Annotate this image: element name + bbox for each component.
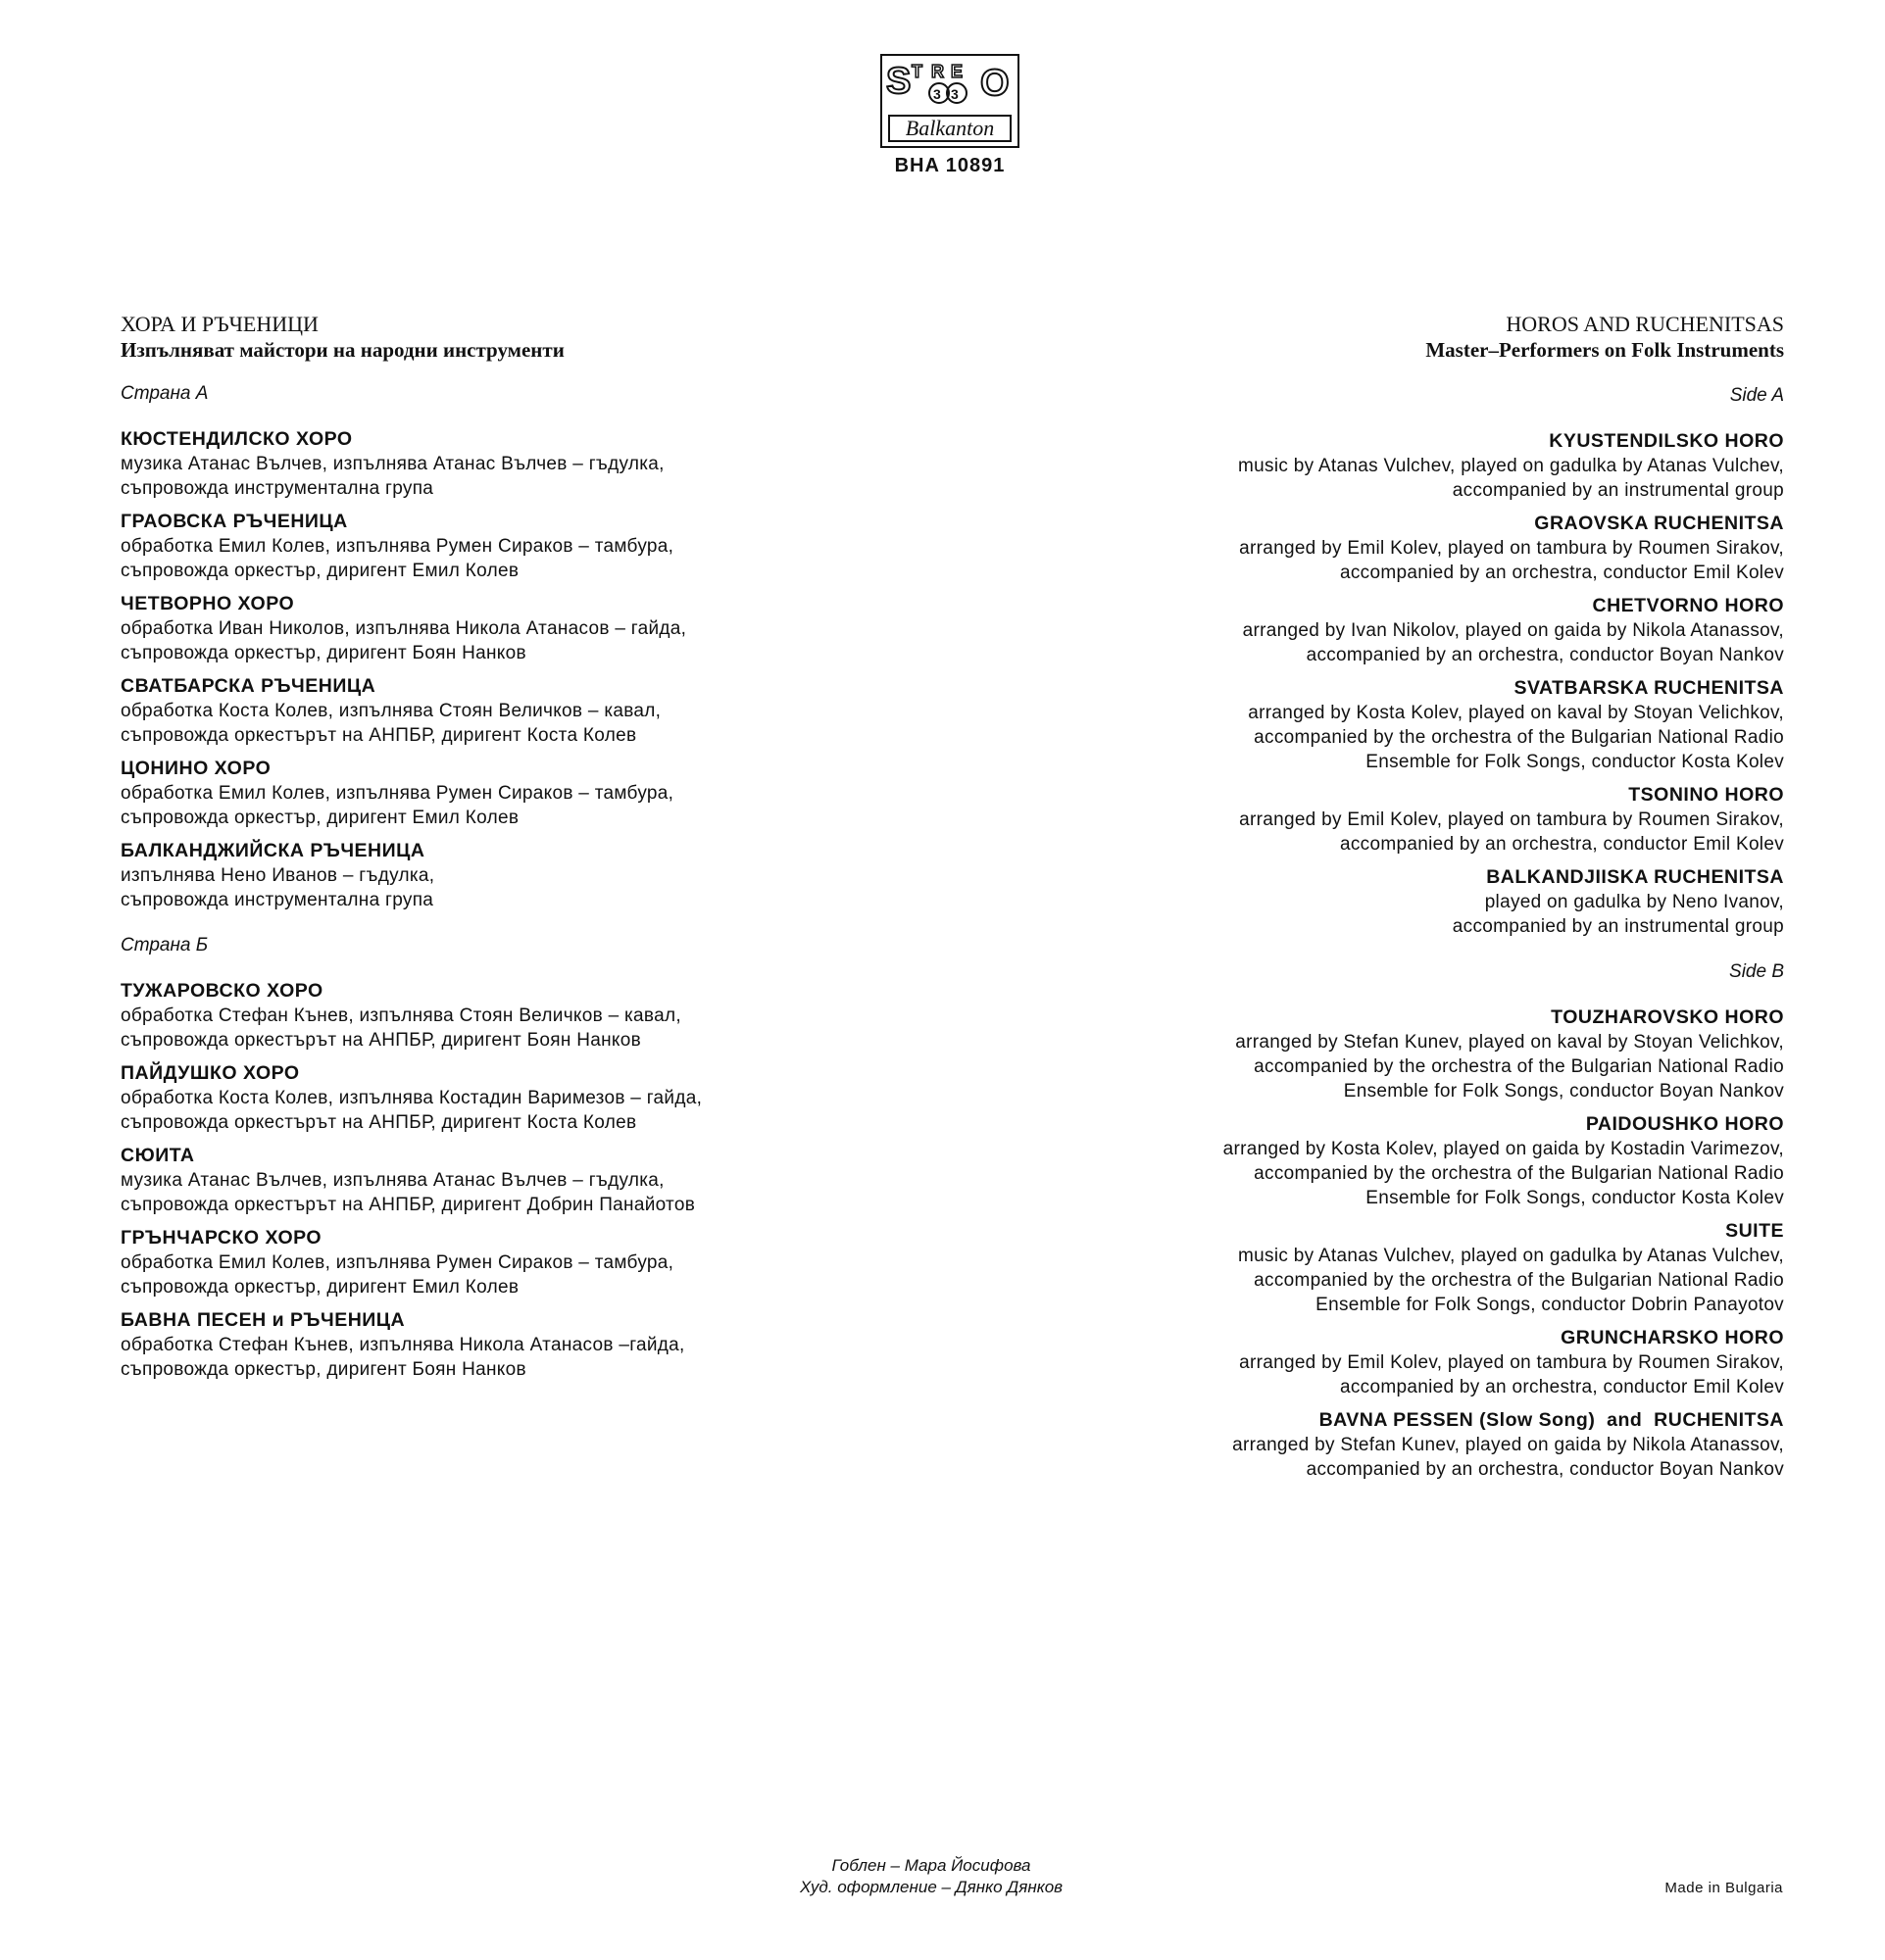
track-description: обработка Стефан Кънев, изпълнява Стоян Величков – кавал, съпровожда оркестърът на АНПБР, диригент Боян Нанков — [121, 1005, 681, 1051]
track-item — [1068, 512, 1784, 585]
track-title: БАВНА ПЕСЕН и РЪЧЕНИЦА — [121, 1309, 406, 1331]
track-item — [121, 592, 846, 665]
track-description: обработка Коста Колев, изпълнява Стоян Величков – кавал, съпровожда оркестърът на АНПБР, диригент Коста Колев — [121, 701, 662, 746]
track-title: TOUZHAROVSKO HORO — [1551, 1006, 1784, 1028]
track-item — [1068, 1408, 1784, 1482]
track-description: обработка Емил Колев, изпълнява Румен Сираков – тамбура, съпровожда оркестър, диригент Емил Колев — [121, 536, 674, 581]
stereo-mark — [882, 56, 1017, 111]
svg-text:3: 3 — [933, 86, 941, 102]
track-title: PAIDOUSHKO HORO — [1585, 1113, 1784, 1135]
track-description: played on gadulka by Neno Ivanov, accompanied by an instrumental group — [1452, 892, 1784, 937]
track-item — [121, 757, 846, 830]
track-description: music by Atanas Vulchev, played on gadulka by Atanas Vulchev, accompanied by the orchestra of the Bulgarian National Radio Ensemble for Folk Songs, conductor Dobrin Panayotov — [1238, 1246, 1784, 1315]
track-description: arranged by Stefan Kunev, played on kaval by Stoyan Velichkov, accompanied by the orchestra of the Bulgarian National Radio Ensemble for Folk Songs, conductor Boyan Nankov — [1235, 1032, 1784, 1102]
album-subtitle-bg: Изпълняват майстори на народни инструменти — [121, 338, 565, 362]
stereo-33-icon — [882, 56, 1017, 111]
track-title: ПАЙДУШКО ХОРО — [121, 1062, 300, 1084]
track-title: ЧЕТВОРНО ХОРО — [121, 593, 295, 614]
track-title: SVATBARSKA RUCHENITSA — [1513, 677, 1784, 699]
track-description: обработка Коста Колев, изпълнява Костадин Варимезов – гайда, съпровожда оркестърът на АНПБР, диригент Коста Колев — [121, 1088, 703, 1133]
track-item — [121, 510, 846, 583]
track-item — [121, 1061, 846, 1135]
track-description: обработка Иван Николов, изпълнява Никола Атанасов – гайда, съпровожда оркестър, диригент Боян Нанков — [121, 618, 687, 663]
side-a-tracklist-en — [1068, 429, 1784, 939]
svg-text:E: E — [951, 62, 964, 81]
track-item — [1068, 783, 1784, 857]
made-in-label: Made in Bulgaria — [1664, 1880, 1783, 1896]
track-description: обработка Емил Колев, изпълнява Румен Сираков – тамбура, съпровожда оркестър, диригент Емил Колев — [121, 1252, 674, 1298]
track-item — [1068, 1326, 1784, 1399]
track-title: KYUSTENDILSKO HORO — [1549, 430, 1784, 452]
track-description: arranged by Kosta Kolev, played on gaida by Kostadin Varimezov, accompanied by the orchestra of the Bulgarian National Radio Ensemble for Folk Songs, conductor Kosta Kolev — [1222, 1139, 1784, 1208]
track-title: SUITE — [1725, 1220, 1784, 1242]
track-description: музика Атанас Вълчев, изпълнява Атанас Вълчев – гъдулка, съпровожда оркестърът на АНПБР, диригент Добрин Панайотов — [121, 1170, 696, 1215]
track-title: TSONINO HORO — [1628, 784, 1784, 806]
track-title: CHETVORNO HORO — [1592, 595, 1784, 616]
balkanton-brand: Balkanton — [888, 115, 1012, 142]
album-subtitle-en: Master–Performers on Folk Instruments — [1425, 338, 1784, 362]
track-description: arranged by Kosta Kolev, played on kaval by Stoyan Velichkov, accompanied by the orchestra of the Bulgarian National Radio Ensemble for Folk Songs, conductor Kosta Kolev — [1248, 703, 1784, 772]
track-description: arranged by Emil Kolev, played on tambura by Roumen Sirakov, accompanied by an orchestra, conductor Emil Kolev — [1239, 809, 1784, 855]
track-description: arranged by Emil Kolev, played on tambura by Roumen Sirakov, accompanied by an orchestra, conductor Emil Kolev — [1239, 1352, 1784, 1397]
svg-text:S: S — [886, 61, 912, 102]
track-description: изпълнява Нено Иванов – гъдулка, съпровожда инструментална група — [121, 865, 435, 910]
svg-text:O: O — [980, 63, 1010, 104]
svg-text:3: 3 — [951, 86, 959, 102]
track-item — [121, 674, 846, 748]
track-item — [1068, 676, 1784, 774]
track-title: СЮИТА — [121, 1145, 195, 1166]
album-title-bg: ХОРА И РЪЧЕНИЦИ — [121, 312, 319, 336]
track-title: GRUNCHARSKO HORO — [1561, 1327, 1784, 1348]
credit-line: Гоблен – Мара Йосифова — [831, 1856, 1031, 1875]
balkanton-stereo-logo — [880, 54, 1019, 148]
track-item — [121, 1308, 846, 1382]
track-item — [1068, 865, 1784, 939]
track-item — [1068, 594, 1784, 667]
track-description: music by Atanas Vulchev, played on gadulka by Atanas Vulchev, accompanied by an instrumental group — [1238, 456, 1784, 501]
track-title: ТУЖАРОВСКО ХОРО — [121, 980, 323, 1002]
track-item — [121, 839, 846, 912]
track-item — [121, 1226, 846, 1299]
track-item — [121, 1144, 846, 1217]
credit-line: Худ. оформление – Дянко Дянков — [799, 1878, 1064, 1896]
track-title: BALKANDJIISKA RUCHENITSA — [1486, 866, 1784, 888]
track-title: БАЛКАНДЖИЙСКА РЪЧЕНИЦА — [121, 840, 425, 861]
track-item — [121, 427, 846, 501]
track-description: обработка Емил Колев, изпълнява Румен Сираков – тамбура, съпровожда оркестър, диригент Емил Колев — [121, 783, 674, 828]
track-title: ЦОНИНО ХОРО — [121, 758, 272, 779]
track-title: BAVNA PESSEN (Slow Song) and RUCHENITSA — [1318, 1409, 1784, 1431]
side-b-tracklist-bg — [121, 979, 846, 1382]
side-b-label-bg: Страна Б — [121, 935, 209, 956]
track-description: обработка Стефан Кънев, изпълнява Никола Атанасов –гайда, съпровожда оркестър, диригент Боян Нанков — [121, 1335, 685, 1380]
side-a-label-bg: Страна А — [121, 383, 209, 404]
english-column — [1068, 312, 1784, 1482]
track-item — [1068, 1112, 1784, 1210]
artwork-credits — [637, 1855, 1225, 1898]
track-title: КЮСТЕНДИЛСКО ХОРО — [121, 428, 353, 450]
svg-text:R: R — [931, 62, 944, 81]
side-a-tracklist-bg — [121, 427, 846, 912]
svg-text:T: T — [912, 62, 922, 81]
bulgarian-column — [121, 312, 846, 1382]
track-description: arranged by Ivan Nikolov, played on gaida by Nikola Atanassov, accompanied by an orchestra, conductor Boyan Nankov — [1242, 620, 1784, 665]
side-b-tracklist-en — [1068, 1005, 1784, 1482]
track-description: arranged by Stefan Kunev, played on gaida by Nikola Atanassov, accompanied by an orchestra, conductor Boyan Nankov — [1232, 1435, 1784, 1480]
album-title-en: HOROS AND RUCHENITSAS — [1506, 312, 1784, 336]
side-b-label-en: Side B — [1729, 961, 1784, 982]
catalog-number: BHA 10891 — [894, 155, 1006, 176]
track-description: музика Атанас Вълчев, изпълнява Атанас Вълчев – гъдулка, съпровожда инструментална група — [121, 454, 665, 499]
side-a-label-en: Side A — [1729, 385, 1784, 406]
track-description: arranged by Emil Kolev, played on tambura by Roumen Sirakov, accompanied by an orchestra, conductor Emil Kolev — [1239, 538, 1784, 583]
track-title: GRAOVSKA RUCHENITSA — [1534, 513, 1784, 534]
track-item — [1068, 1005, 1784, 1103]
track-title: ГРАОВСКА РЪЧЕНИЦА — [121, 511, 348, 532]
track-item — [1068, 429, 1784, 503]
track-title: СВАТБАРСКА РЪЧЕНИЦА — [121, 675, 376, 697]
track-item — [121, 979, 846, 1053]
track-item — [1068, 1219, 1784, 1317]
track-title: ГРЪНЧАРСКО ХОРО — [121, 1227, 322, 1249]
